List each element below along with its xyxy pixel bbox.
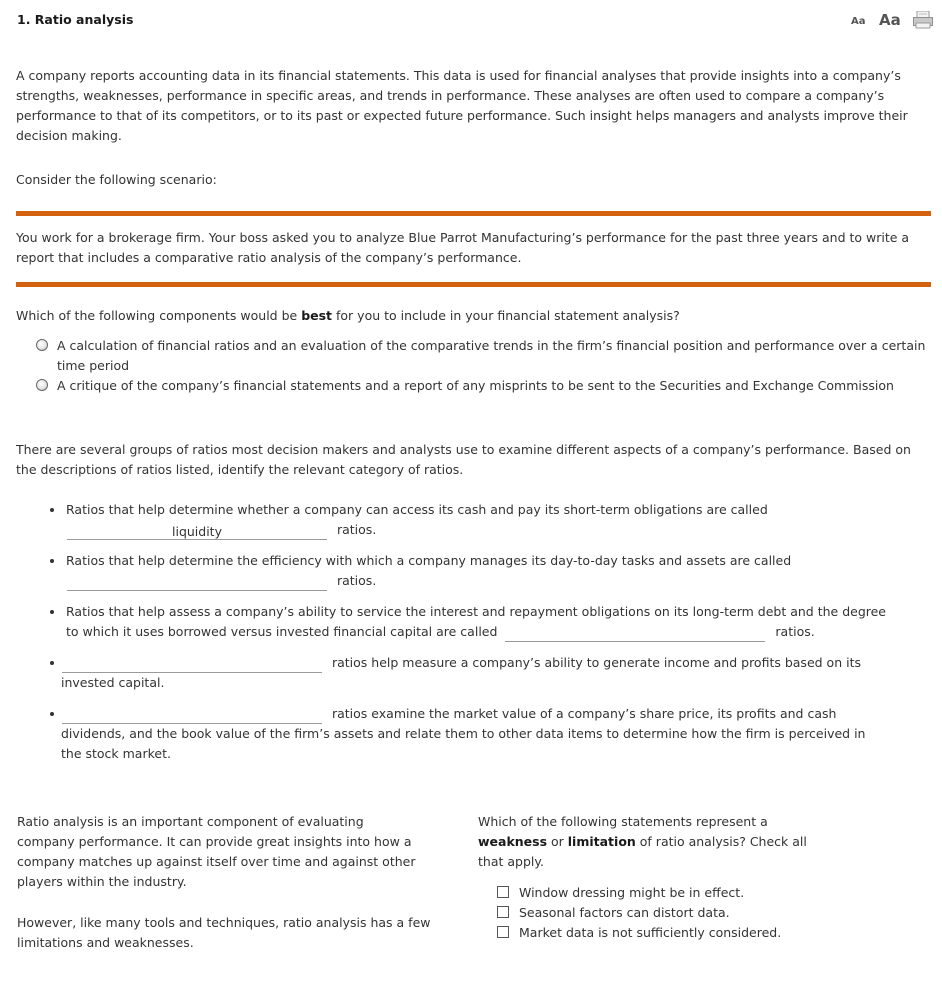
scenario-text: You work for a brokerage firm. Your boss asked you to analyze Blue Parrot Manufacturing’s performance for the past three years and to write a report that includes a comparative ratio analysis of the company’s performance. [16,230,910,265]
q3-option-1-label: Window dressing might be in effect. [519,884,745,900]
bullet-5-text: ratios examine the market value of a company’s share price, its profits and cash [331,706,837,721]
print-icon[interactable] [913,11,933,29]
q1-option-1-label: A calculation of financial ratios and an evaluation of the comparative trends in the firm’s financial position and performance over a certain time period [57,338,926,373]
q1-option-2-label: A critique of the company’s financial statements and a report of any misprints to be sent to the Securities and Exchange Commission [57,378,894,393]
bullet-5-line2: dividends, and the book value of the firm’s assets and relate them to other data items to determine how the firm is perceived in [61,726,866,741]
bullet-3-text: Ratios that help assess a company’s ability to service the interest and repayment obligations on its long-term debt and the degree [66,604,887,619]
bullet-1-text: Ratios that help determine whether a company can access its cash and pay its short-term obligations are called [66,502,768,517]
q3-option-3-label: Market data is not sufficiently considered. [519,924,782,940]
bullet-5-line1 [62,704,836,724]
bullet-dot [50,559,54,563]
bullet-2-text: Ratios that help determine the efficiency with which a company manages its day-to-day tasks and assets are called [66,553,792,568]
bullet-4-line2: invested capital. [61,675,165,690]
bullet-1-line2 [67,520,376,540]
question-2-prompt: There are several groups of ratios most decision makers and analysts use to examine different aspects of a company’s performance. Based on the descriptions of ratios listed, identify the relevant category of ratios. [16,442,911,477]
profitability-answer-blank[interactable] [62,655,322,673]
page-title: 1. Ratio analysis [17,12,134,27]
bullet-4-line1 [62,653,861,673]
bullet-5-line3: the stock market. [61,746,171,761]
q1-option-2[interactable] [36,376,930,396]
bullet-dot [50,610,54,614]
ratios-suffix: ratios. [336,573,377,588]
ratios-suffix: ratios. [336,522,377,537]
debt-management-answer-blank[interactable] [505,624,765,642]
consider-scenario-text: Consider the following scenario: [16,172,217,187]
increase-font-button[interactable]: Aa [879,11,901,29]
bullet-dot [50,712,54,716]
market-value-answer-blank[interactable] [62,706,322,724]
q3-option-3-checkbox[interactable] [497,926,509,938]
q3-option-1-checkbox[interactable] [497,886,509,898]
scenario-top-rule [16,211,931,216]
bullet-3-line2: to which it uses borrowed versus invested financial capital are called ratios. [66,622,815,642]
left-col-paragraph-1: Ratio analysis is an important component of evaluating company performance. It can provide great insights into how a company matches up against itself over time and against other players within the industry. [17,814,416,889]
q1-option-1[interactable] [36,336,930,376]
q3-option-1[interactable] [497,882,744,902]
decrease-font-button[interactable]: Aa [851,16,866,27]
liquidity-answer-blank[interactable]: liquidity [67,522,327,540]
bullet-dot [50,661,54,665]
intro-paragraph: A company reports accounting data in its financial statements. This data is used for financial analyses that provide insights into a company’s strengths, weaknesses, performance in specific areas, and trends in performance. These analyses are often used to compare a company’s performance to that of its competitors, or to its past or expected future performance. Such insight helps managers and analysts improve their decision making. [16,68,908,143]
question-1-prompt: Which of the following components would be best for you to include in your financial statement analysis? [16,308,680,323]
q3-option-2-checkbox[interactable] [497,906,509,918]
q1-option-2-radio[interactable] [36,379,48,391]
asset-management-answer-blank[interactable] [67,573,327,591]
bullet-dot [50,508,54,512]
scenario-bottom-rule [16,282,931,287]
ratios-suffix: ratios. [775,624,815,639]
q3-option-3[interactable] [497,922,781,942]
q3-option-2[interactable] [497,902,730,922]
q3-option-2-label: Seasonal factors can distort data. [519,904,730,920]
question-3-prompt: Which of the following statements represent a weakness or limitation of ratio analysis? Check all that apply. [478,814,807,869]
left-col-paragraph-2: However, like many tools and techniques, ratio analysis has a few limitations and weaknesses. [17,915,431,950]
bullet-2-line2 [67,571,376,591]
q1-option-1-radio[interactable] [36,339,48,351]
bullet-4-text: ratios help measure a company’s ability to generate income and profits based on its [331,655,861,670]
